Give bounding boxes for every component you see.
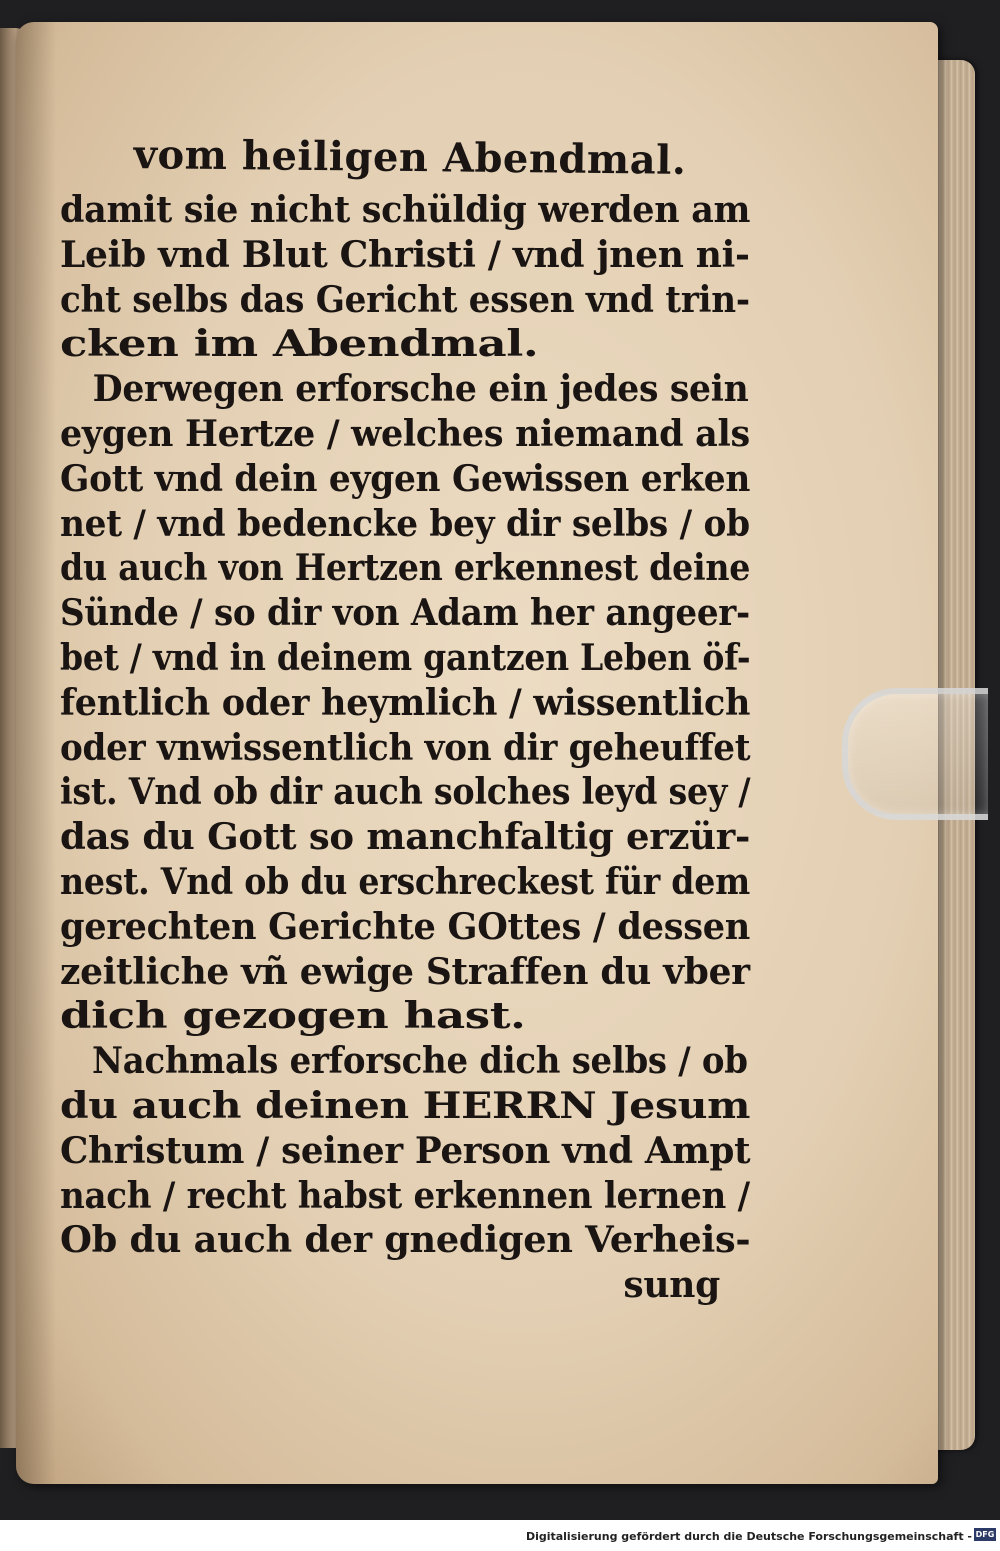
text-line-16: nest. Vnd ob du erschreckest für dem <box>60 860 750 903</box>
catchword: sung <box>623 1264 720 1307</box>
text-line-8: net / vnd bedencke bey dir selbs / ob <box>60 502 750 545</box>
text-line-13: oder vnwissentlich von dir geheuffet <box>60 726 751 769</box>
text-line-2: Leib vnd Blut Christi / vnd jnen ni- <box>60 233 750 276</box>
text-line-24: Ob du auch der gnedigen Verheis- <box>60 1219 751 1262</box>
text-line-3: cht selbs das Gericht essen vnd trin- <box>60 278 750 321</box>
text-line-11: bet / vnd in deinem gantzen Leben öf- <box>60 636 751 679</box>
text-line-9: du auch von Hertzen erkennest deine <box>60 547 751 590</box>
text-line-23: nach / recht habst erkennen lernen / <box>60 1174 750 1217</box>
text-line-19: dich gezogen hast. <box>60 995 526 1038</box>
text-line-4: cken im Abendmal. <box>60 323 539 366</box>
text-line-6: eygen Hertze / welches niemand als <box>60 412 750 455</box>
page-text <box>60 132 760 1308</box>
dfg-logo: DFG <box>975 1530 995 1539</box>
text-line-17: gerechten Gerichte GOttes / dessen <box>60 905 751 948</box>
text-line-10: Sünde / so dir von Adam her angeer- <box>60 592 750 635</box>
page-clip <box>842 688 988 820</box>
text-line-22: Christum / seiner Person vnd Ampt <box>60 1129 751 1172</box>
text-line-1: damit sie nicht schüldig werden am <box>60 189 751 231</box>
text-line-5: Derwegen erforsche ein jedes sein <box>92 368 749 411</box>
running-head: vom heiligen Abendmal. <box>133 131 687 184</box>
funding-credit: Digitalisierung gefördert durch die Deutsche Forschungsgemeinschaft - <box>525 1530 972 1543</box>
text-line-20: Nachmals erforsche dich selbs / ob <box>92 1040 748 1083</box>
text-line-18: zeitliche vñ ewige Straffen du vber <box>60 950 750 993</box>
footer-bar <box>0 1520 1000 1551</box>
text-line-7: Gott vnd dein eygen Gewissen erken <box>60 457 751 500</box>
text-line-14: ist. Vnd ob dir auch solches leyd sey / <box>60 771 751 814</box>
text-line-21: du auch deinen HERRN Jesum <box>60 1084 751 1127</box>
text-line-15: das du Gott so manchfaltig erzür- <box>60 816 751 859</box>
text-line-12: fentlich oder heymlich / wissentlich <box>60 681 751 724</box>
